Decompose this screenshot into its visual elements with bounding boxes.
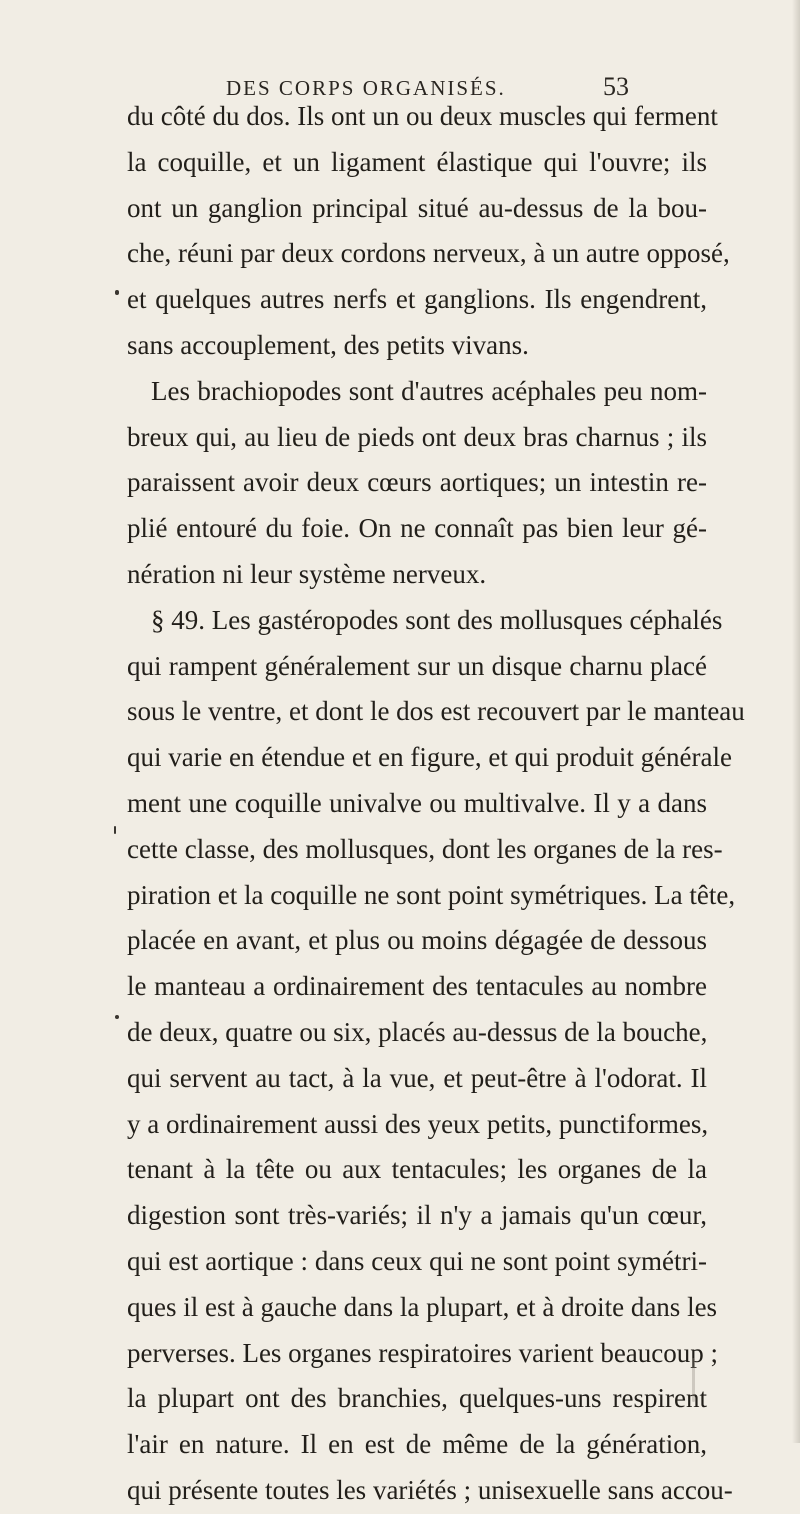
text-line: ont un ganglion principal situé au-dessus de la bou- [127, 192, 707, 223]
margin-speck [114, 826, 116, 834]
text-line: le manteau a ordinairement des tentacules au nombre [127, 971, 707, 1002]
page-edge-shadow [792, 0, 800, 1443]
margin-speck [115, 290, 119, 295]
text-line: la coquille, et un ligament élastique qui l'ouvre; ils [127, 146, 707, 177]
text-line: de deux, quatre ou six, placés au-dessus de la bouche, [127, 1016, 708, 1047]
text-line: qui est aortique : dans ceux qui ne sont point symétri- [127, 1245, 707, 1276]
body-text [127, 94, 745, 1514]
text-line: breux qui, au lieu de pieds ont deux bras charnus ; ils [127, 421, 707, 452]
text-line: Les brachiopodes sont d'autres acéphales peu nom- [151, 375, 707, 406]
text-line: tenant à la tête ou aux tentacules; les organes de la [127, 1154, 707, 1185]
paper-crease-mark [692, 1358, 695, 1402]
text-line: y a ordinairement aussi des yeux petits, punctiformes, [127, 1108, 709, 1139]
text-line: piration et la coquille ne sont point symétriques. La tête, [127, 879, 736, 910]
text-line: digestion sont très-variés; il n'y a jamais qu'un cœur, [127, 1200, 707, 1231]
section-49-heading-line: § 49. Les gastéropodes sont des mollusques céphalés [151, 604, 723, 635]
text-line: perverses. Les organes respiratoires varient beaucoup ; [127, 1337, 719, 1368]
text-line: et quelques autres nerfs et ganglions. Ils engendrent, [127, 284, 707, 315]
text-line: plié entouré du foie. On ne connaît pas bien leur gé- [127, 513, 707, 544]
margin-speck [115, 1015, 119, 1019]
text-line: cette classe, des mollusques, dont les organes de la res- [127, 833, 723, 864]
text-line: sans accouplement, des petits vivans. [127, 329, 529, 360]
text-line: qui rampent généralement sur un disque charnu placé [127, 650, 707, 681]
text-line: la plupart ont des branchies, quelques-uns respirent [127, 1383, 707, 1414]
text-line: ment une coquille univalve ou multivalve. Il y a dans [127, 787, 707, 818]
text-line: paraissent avoir deux cœurs aortiques; un intestin re- [127, 467, 707, 498]
running-title: DES CORPS ORGANISÉS. [226, 76, 506, 100]
text-line: che, réuni par deux cordons nerveux, à un autre opposé, [127, 238, 730, 269]
text-line: du côté du dos. Ils ont un ou deux muscles qui ferment [127, 101, 718, 131]
text-line: qui varie en étendue et en figure, et qui produit générale [127, 742, 732, 773]
text-line: sous le ventre, et dont le dos est recouvert par le manteau [127, 696, 745, 727]
page-number: 53 [603, 72, 629, 101]
text-line: ques il est à gauche dans la plupart, et à droite dans les [127, 1291, 718, 1322]
text-line: nération ni leur système nerveux. [127, 558, 487, 589]
text-line: qui présente toutes les variétés ; unisexuelle sans accou- [127, 1474, 733, 1505]
text-line: placée en avant, et plus ou moins dégagée de dessous [127, 925, 707, 956]
text-line: qui servent au tact, à la vue, et peut-être à l'odorat. Il [127, 1062, 707, 1093]
text-line: l'air en nature. Il en est de même de la génération, [127, 1429, 707, 1460]
